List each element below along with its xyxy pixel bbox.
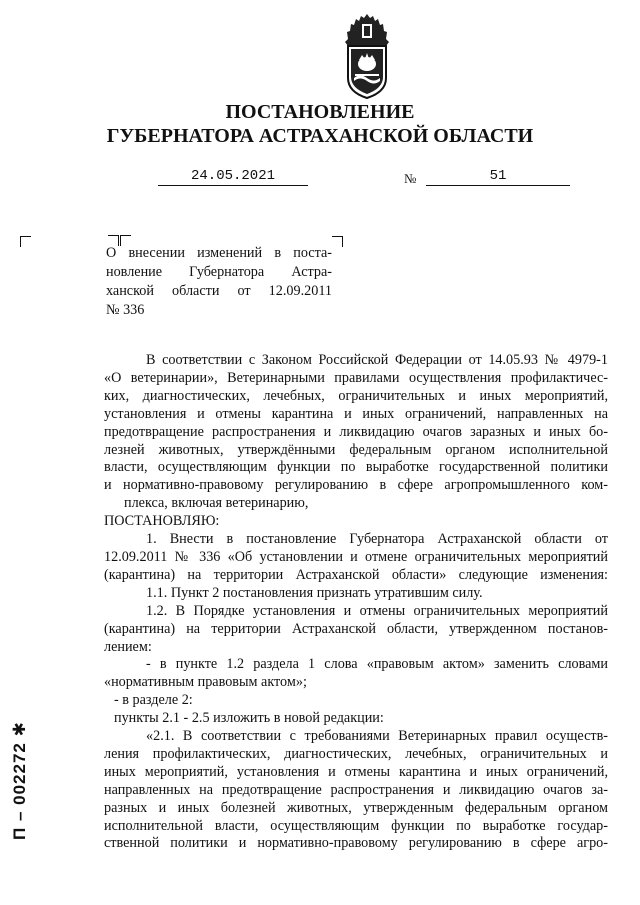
body-line: - в разделе 2: — [114, 692, 193, 709]
body-line: «2.1. В соответствии с требованиями Ветеринарных правил осуществ- — [146, 728, 608, 745]
body-line: ственной политики и нормативно-правовому регулированию в сфере агро- — [104, 835, 608, 852]
body-line: 1.1. Пункт 2 постановления признать утратившим силу. — [146, 584, 483, 601]
body-line: (карантина) на территории Астраханской области» следующие изменения: — [104, 566, 608, 583]
body-line: (карантина) на территории Астраханской области, утвержденном постанов- — [104, 620, 608, 637]
subject-corner-mark — [332, 236, 343, 247]
body-line: иных мероприятий, установления и отмены карантина и иных ограничений, — [104, 763, 608, 780]
body-line: 1. Внести в постановление Губернатора Астраханской области от — [146, 531, 608, 548]
registration-stamp: П – 002272 ✱ — [10, 721, 29, 840]
subject-line: ханской области от 12.09.2011 — [106, 283, 332, 299]
body-line: установления и отмены карантина и иных ограничений, направленных на — [104, 405, 608, 422]
document-number: 51 — [426, 168, 570, 186]
body-line: плекса, включая ветеринарию, — [124, 495, 309, 512]
subject-line: новление Губернатора Астра- — [106, 264, 332, 280]
subject-line: О внесении изменений в поста- — [106, 245, 332, 261]
document-body — [104, 352, 608, 853]
issuer-title: ГУБЕРНАТОРА АСТРАХАНСКОЙ ОБЛАСТИ — [106, 125, 534, 147]
body-line: направленных на предотвращение распространения и ликвидацию очагов за- — [104, 781, 608, 798]
body-line: «нормативным правовым актом»; — [104, 674, 307, 691]
margin-corner-mark — [20, 236, 31, 247]
coat-of-arms-icon — [342, 12, 392, 100]
body-line: - в пункте 1.2 раздела 1 слова «правовым актом» заменить словами — [146, 656, 608, 673]
body-line: исполнительной власти, осуществляющим функции по выработке государ- — [104, 817, 608, 834]
body-line: пункты 2.1 - 2.5 изложить в новой редакции: — [114, 710, 384, 727]
body-line: разных и иных болезней животных, утвержденным федеральным органом — [104, 799, 608, 816]
document-subject — [106, 244, 332, 320]
body-line: лением: — [104, 638, 152, 655]
body-line: 12.09.2011 № 336 «Об установлении и отмене ограничительных мероприятий — [104, 548, 608, 565]
document-type-title: ПОСТАНОВЛЕНИЕ — [225, 101, 415, 123]
subject-line: № 336 — [106, 302, 145, 318]
body-line: власти, осуществляющим функции по выработке государственной политики — [104, 459, 608, 476]
document-date: 24.05.2021 — [158, 168, 308, 186]
number-label: № — [404, 171, 417, 186]
body-line: ких, диагностических, лечебных, ограничительных и иных мероприятий, — [104, 387, 608, 404]
body-line: «О ветеринарии», Ветеринарными правилами осуществления профилактичес- — [104, 369, 608, 386]
body-line: ления профилактических, диагностических, лечебных, ограничительных и — [104, 745, 608, 762]
decree-keyword: ПОСТАНОВЛЯЮ: — [104, 513, 220, 530]
body-line: лезней животных, утверждёнными федеральным органом исполнительной — [104, 441, 608, 458]
body-line: В соответствии с Законом Российской Федерации от 14.05.93 № 4979-1 — [146, 352, 608, 368]
body-line: предотвращение распространения и ликвидацию очагов заразных и иных бо- — [104, 423, 608, 440]
body-line: и нормативно-правовому регулированию в сфере агропромышленного ком- — [104, 477, 608, 494]
body-line: 1.2. В Порядке установления и отмены ограничительных мероприятий — [146, 602, 608, 619]
